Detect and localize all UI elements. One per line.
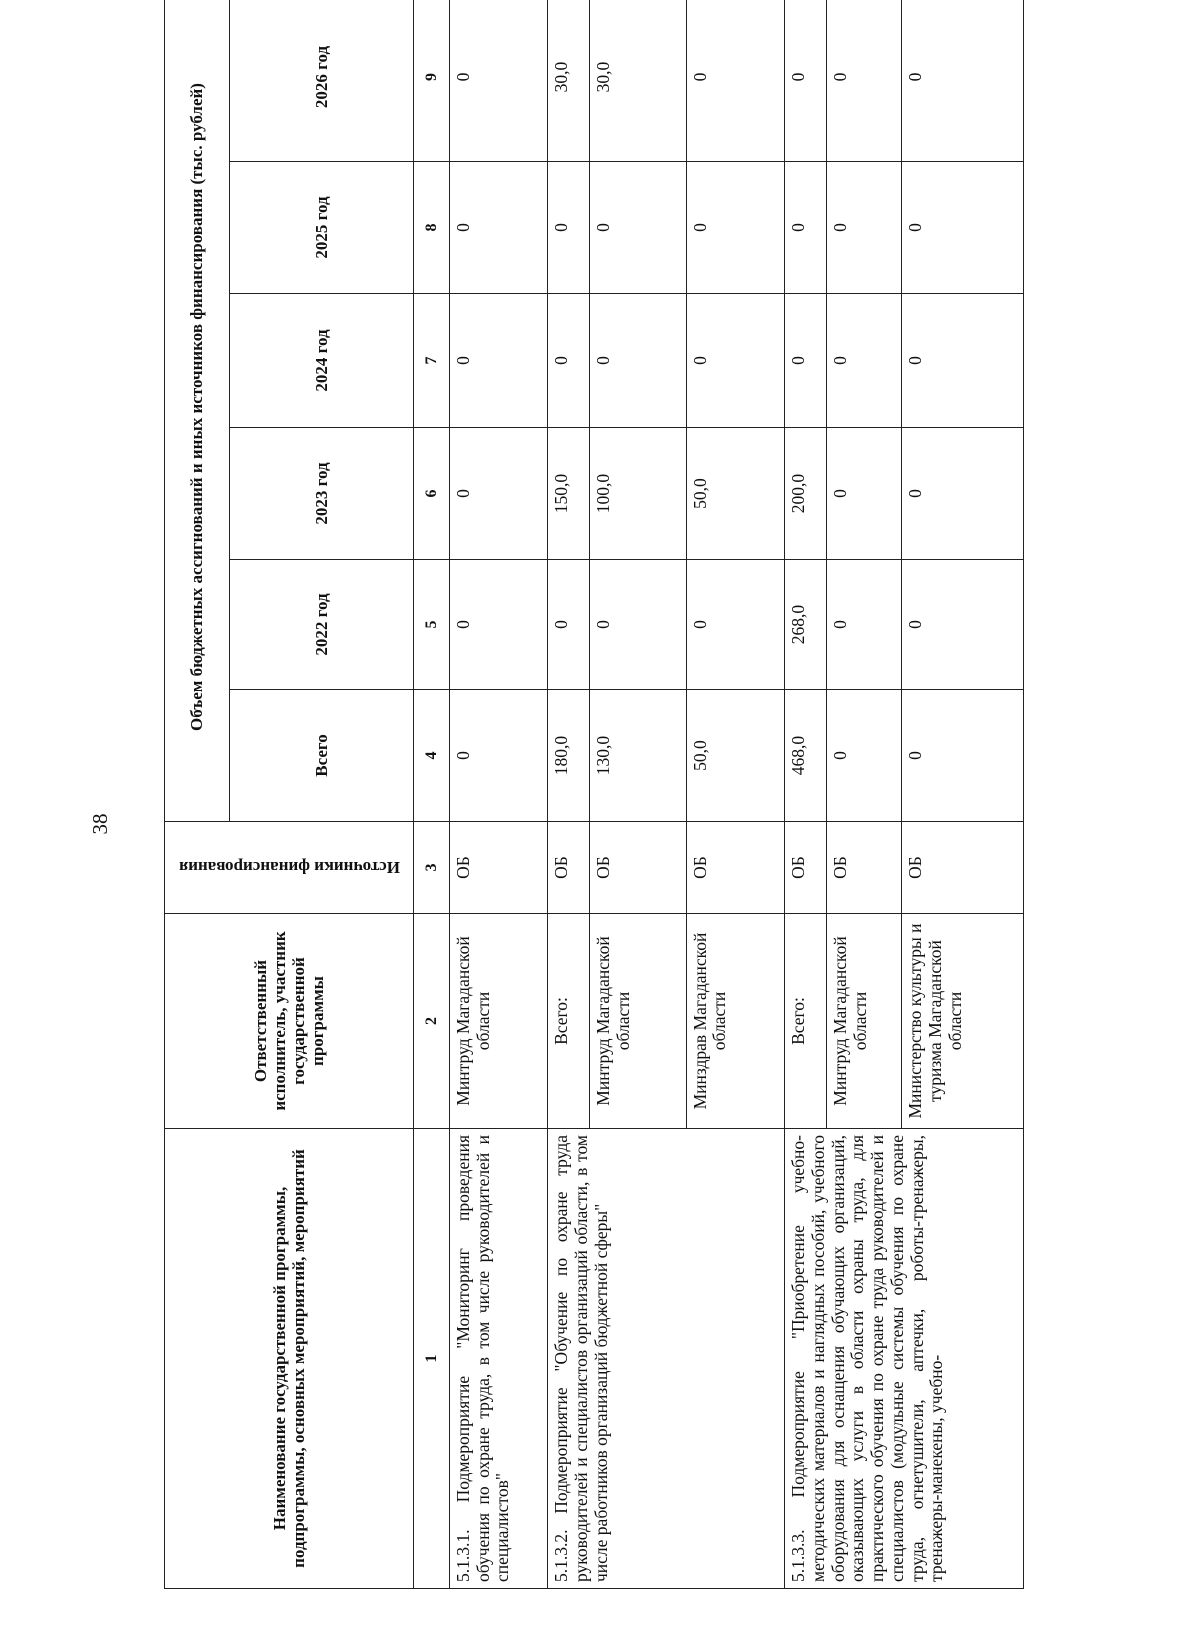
- value-total: 0: [827, 690, 902, 822]
- column-number: 9: [414, 0, 450, 162]
- value-2023: 100,0: [590, 428, 686, 560]
- header-row-1: [165, 0, 230, 1589]
- header-year-2025: 2025 год: [229, 162, 413, 294]
- value-2023: 0: [449, 428, 547, 560]
- value-2024: 0: [785, 294, 827, 428]
- source-cell: ОБ: [827, 822, 902, 914]
- source-cell: ОБ: [785, 822, 827, 914]
- value-2022: 0: [449, 560, 547, 690]
- executor-cell: Минтруд Магаданской области: [449, 914, 547, 1129]
- header-executor: Ответственный исполнитель, участник государственной программы: [165, 914, 414, 1129]
- value-2025: 0: [686, 162, 784, 294]
- value-total: 0: [449, 690, 547, 822]
- value-2023: 0: [902, 428, 1024, 560]
- executor-cell: Министерство культуры и туризма Магаданской области: [902, 914, 1024, 1129]
- column-number: 8: [414, 162, 450, 294]
- value-2026: 0: [449, 0, 547, 162]
- header-source-text: Источники финансирования: [178, 858, 400, 878]
- value-2022: 0: [590, 560, 686, 690]
- activity-name: 5.1.3.3. Подмероприятие "Приобретение учебно-методических материалов и наглядных пособий, учебного оборудования для оснащения обучающих организаций, оказывающих услуги в области охраны труда, для практического обучения по охране труда руководителей и специалистов (модульные системы обучения по охране труда, огнетушители, аптечки, роботы-тренажеры, тренажеры-манекены, учебно-: [785, 1129, 1024, 1589]
- executor-cell: Минтруд Магаданской области: [590, 914, 686, 1129]
- value-2023: 200,0: [785, 428, 827, 560]
- value-2025: 0: [590, 162, 686, 294]
- header-source: [165, 822, 414, 914]
- table-row: [548, 0, 590, 1589]
- column-number: 6: [414, 428, 450, 560]
- value-2025: 0: [785, 162, 827, 294]
- financing-table: [164, 0, 1024, 1589]
- executor-cell: Минздрав Магаданской области: [686, 914, 784, 1129]
- column-number: 2: [414, 914, 450, 1129]
- value-2025: 0: [827, 162, 902, 294]
- value-2026: 30,0: [590, 0, 686, 162]
- value-2022: 0: [902, 560, 1024, 690]
- value-total: 0: [902, 690, 1024, 822]
- column-number: 3: [414, 822, 450, 914]
- executor-cell: Всего:: [785, 914, 827, 1129]
- source-cell: ОБ: [902, 822, 1024, 914]
- column-number: 1: [414, 1129, 450, 1589]
- header-year-2022: 2022 год: [229, 560, 413, 690]
- table-row: [449, 0, 547, 1589]
- value-2024: 0: [590, 294, 686, 428]
- value-2024: 0: [449, 294, 547, 428]
- value-2022: 268,0: [785, 560, 827, 690]
- value-2024: 0: [827, 294, 902, 428]
- value-2026: 0: [686, 0, 784, 162]
- value-2026: 0: [785, 0, 827, 162]
- value-2026: 30,0: [548, 0, 590, 162]
- column-number-row: [414, 0, 450, 1589]
- value-2024: 0: [902, 294, 1024, 428]
- column-number: 5: [414, 560, 450, 690]
- value-2023: 0: [827, 428, 902, 560]
- header-volume: Объем бюджетных ассигнований и иных источников финансирования (тыс. рублей): [165, 0, 230, 822]
- rotated-table-container: [164, 45, 1024, 1589]
- value-2023: 150,0: [548, 428, 590, 560]
- header-year-2026: 2026 год: [229, 0, 413, 162]
- header-total: Всего: [229, 690, 413, 822]
- source-cell: ОБ: [548, 822, 590, 914]
- value-2022: 0: [827, 560, 902, 690]
- value-2023: 50,0: [686, 428, 784, 560]
- source-cell: ОБ: [449, 822, 547, 914]
- value-total: 180,0: [548, 690, 590, 822]
- value-2026: 0: [902, 0, 1024, 162]
- value-2024: 0: [686, 294, 784, 428]
- value-total: 130,0: [590, 690, 686, 822]
- activity-name: 5.1.3.2. Подмероприятие "Обучение по охране труда руководителей и специалистов организаций области, в том числе работников организаций бюджетной сферы": [548, 1129, 785, 1589]
- value-2022: 0: [686, 560, 784, 690]
- value-2025: 0: [902, 162, 1024, 294]
- page-number: 38: [88, 813, 112, 835]
- header-year-2024: 2024 год: [229, 294, 413, 428]
- table-row: [785, 0, 827, 1589]
- value-total: 468,0: [785, 690, 827, 822]
- column-number: 4: [414, 690, 450, 822]
- value-total: 50,0: [686, 690, 784, 822]
- column-number: 7: [414, 294, 450, 428]
- source-cell: ОБ: [590, 822, 686, 914]
- executor-cell: Всего:: [548, 914, 590, 1129]
- value-2022: 0: [548, 560, 590, 690]
- activity-name: 5.1.3.1. Подмероприятие "Мониторинг проведения обучения по охране труда, в том числе руководителей и специалистов": [449, 1129, 547, 1589]
- value-2025: 0: [548, 162, 590, 294]
- header-year-2023: 2023 год: [229, 428, 413, 560]
- value-2025: 0: [449, 162, 547, 294]
- source-cell: ОБ: [686, 822, 784, 914]
- value-2026: 0: [827, 0, 902, 162]
- header-name: Наименование государственной программы, подпрограммы, основных мероприятий, мероприятий: [165, 1129, 414, 1589]
- executor-cell: Минтруд Магаданской области: [827, 914, 902, 1129]
- value-2024: 0: [548, 294, 590, 428]
